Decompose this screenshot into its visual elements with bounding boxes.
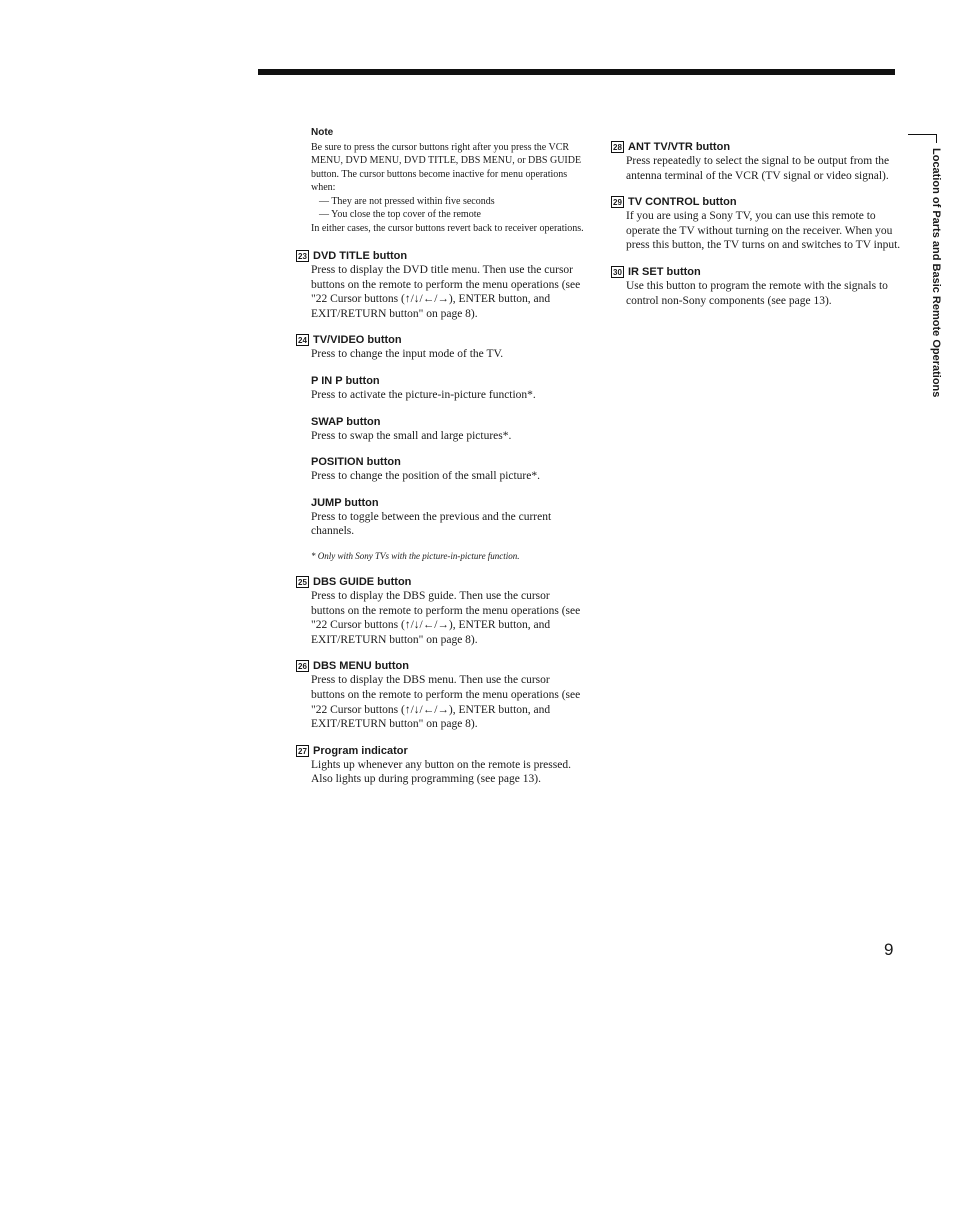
- entry-heading: [611, 265, 906, 279]
- entry-number-badge: 28: [611, 141, 624, 153]
- entry-number-badge: 26: [296, 660, 309, 672]
- entry-pinp: [296, 374, 586, 403]
- right-column: [611, 140, 906, 320]
- entry-tv-control: [611, 195, 906, 253]
- entry-title: TV CONTROL button: [628, 196, 737, 209]
- entry-text: Press repeatedly to select the signal to be output from the antenna terminal of the VCR (TV signal or video signal).: [626, 155, 890, 182]
- entry-title: Program indicator: [313, 744, 408, 757]
- entry-title: POSITION button: [311, 456, 401, 469]
- entry-heading: [296, 744, 586, 758]
- note-outro: In either cases, the cursor buttons revert back to receiver operations.: [311, 222, 584, 234]
- note-box: [311, 126, 586, 235]
- entry-text: Press to activate the picture-in-picture function*.: [311, 388, 536, 401]
- note-list: [311, 195, 586, 222]
- entry-text: Lights up whenever any button on the remote is pressed. Also lights up during programming (see page 13).: [311, 758, 571, 786]
- section-side-label: Location of Parts and Basic Remote Operations: [930, 148, 942, 398]
- entry-title: P IN P button: [311, 374, 380, 387]
- footnote: * Only with Sony TVs with the picture-in-picture function.: [311, 550, 520, 561]
- note-intro: Be sure to press the cursor buttons right after you press the VCR MENU, DVD MENU, DVD TITLE, DBS MENU, or DBS GUIDE button. The cursor buttons become inactive for menu operations when:: [311, 141, 582, 193]
- section-tab-marker: [908, 134, 937, 143]
- entry-number-badge: 30: [611, 266, 624, 278]
- entry-title: SWAP button: [311, 415, 381, 428]
- entry-ir-set: [611, 265, 906, 308]
- entry-title: DBS MENU button: [313, 660, 409, 673]
- top-rule: [258, 69, 895, 75]
- entry-ant-tv-vtr: [611, 140, 906, 183]
- entry-number-badge: 23: [296, 250, 309, 262]
- entry-text: Press to swap the small and large pictures*.: [311, 429, 512, 442]
- note-title: Note: [311, 127, 334, 138]
- entry-text: Press to display the DBS menu. Then use the cursor buttons on the remote to perform the menu operations (see "22 Cursor buttons (↑/↓/←/→), ENTER button, and EXIT/RETURN button" on page 8).: [311, 674, 581, 731]
- entry-text: Press to display the DBS guide. Then use the cursor buttons on the remote to perform the menu operations (see "22 Cursor buttons (↑/↓/←/→), ENTER button, and EXIT/RETURN button" on page 8).: [311, 589, 581, 646]
- entry-text: Use this button to program the remote with the signals to control non-Sony components (see page 13).: [626, 279, 888, 307]
- note-item: — They are not pressed within five seconds: [319, 195, 495, 207]
- entry-heading: [296, 333, 586, 347]
- entry-title: ANT TV/VTR button: [628, 141, 731, 153]
- entry-title: TV/VIDEO button: [313, 334, 402, 347]
- entry-heading: [296, 249, 586, 263]
- entry-heading: [296, 659, 586, 673]
- entry-text: Press to display the DVD title menu. Then use the cursor buttons on the remote to perform the menu operations (see "22 Cursor buttons (↑/↓/←/→), ENTER button, and EXIT/RETURN button" on page 8).: [311, 264, 581, 320]
- entry-program-indicator: [296, 744, 586, 787]
- entry-heading: [611, 195, 906, 209]
- page-number: 9: [884, 940, 894, 959]
- entry-dbs-menu: [296, 659, 586, 731]
- entry-number-badge: 27: [296, 745, 309, 757]
- entry-jump: [296, 496, 586, 539]
- entry-dbs-guide: [296, 575, 586, 647]
- note-item: — You close the top cover of the remote: [319, 209, 481, 220]
- entry-text: Press to change the position of the small picture*.: [311, 470, 540, 483]
- entry-title: DBS GUIDE button: [313, 575, 412, 588]
- entry-text: Press to change the input mode of the TV.: [311, 348, 504, 361]
- entry-number-badge: 25: [296, 576, 309, 588]
- entry-text: Press to toggle between the previous and the current channels.: [311, 510, 552, 538]
- entry-number-badge: 24: [296, 334, 309, 346]
- entry-heading: [296, 575, 586, 589]
- entry-text: If you are using a Sony TV, you can use this remote to operate the TV without turning on the receiver. When you press this button, the TV turns on and switches to TV input.: [626, 210, 901, 252]
- entry-swap: [296, 415, 586, 444]
- entry-tv-video: [296, 333, 586, 362]
- entry-title: IR SET button: [628, 265, 701, 278]
- entry-title: DVD TITLE button: [313, 250, 408, 262]
- entry-number-badge: 29: [611, 196, 624, 208]
- entry-dvd-title: [296, 249, 586, 321]
- entry-heading: [611, 140, 906, 154]
- left-column: [296, 126, 586, 799]
- entry-title: JUMP button: [311, 496, 379, 509]
- entry-position: [296, 455, 586, 484]
